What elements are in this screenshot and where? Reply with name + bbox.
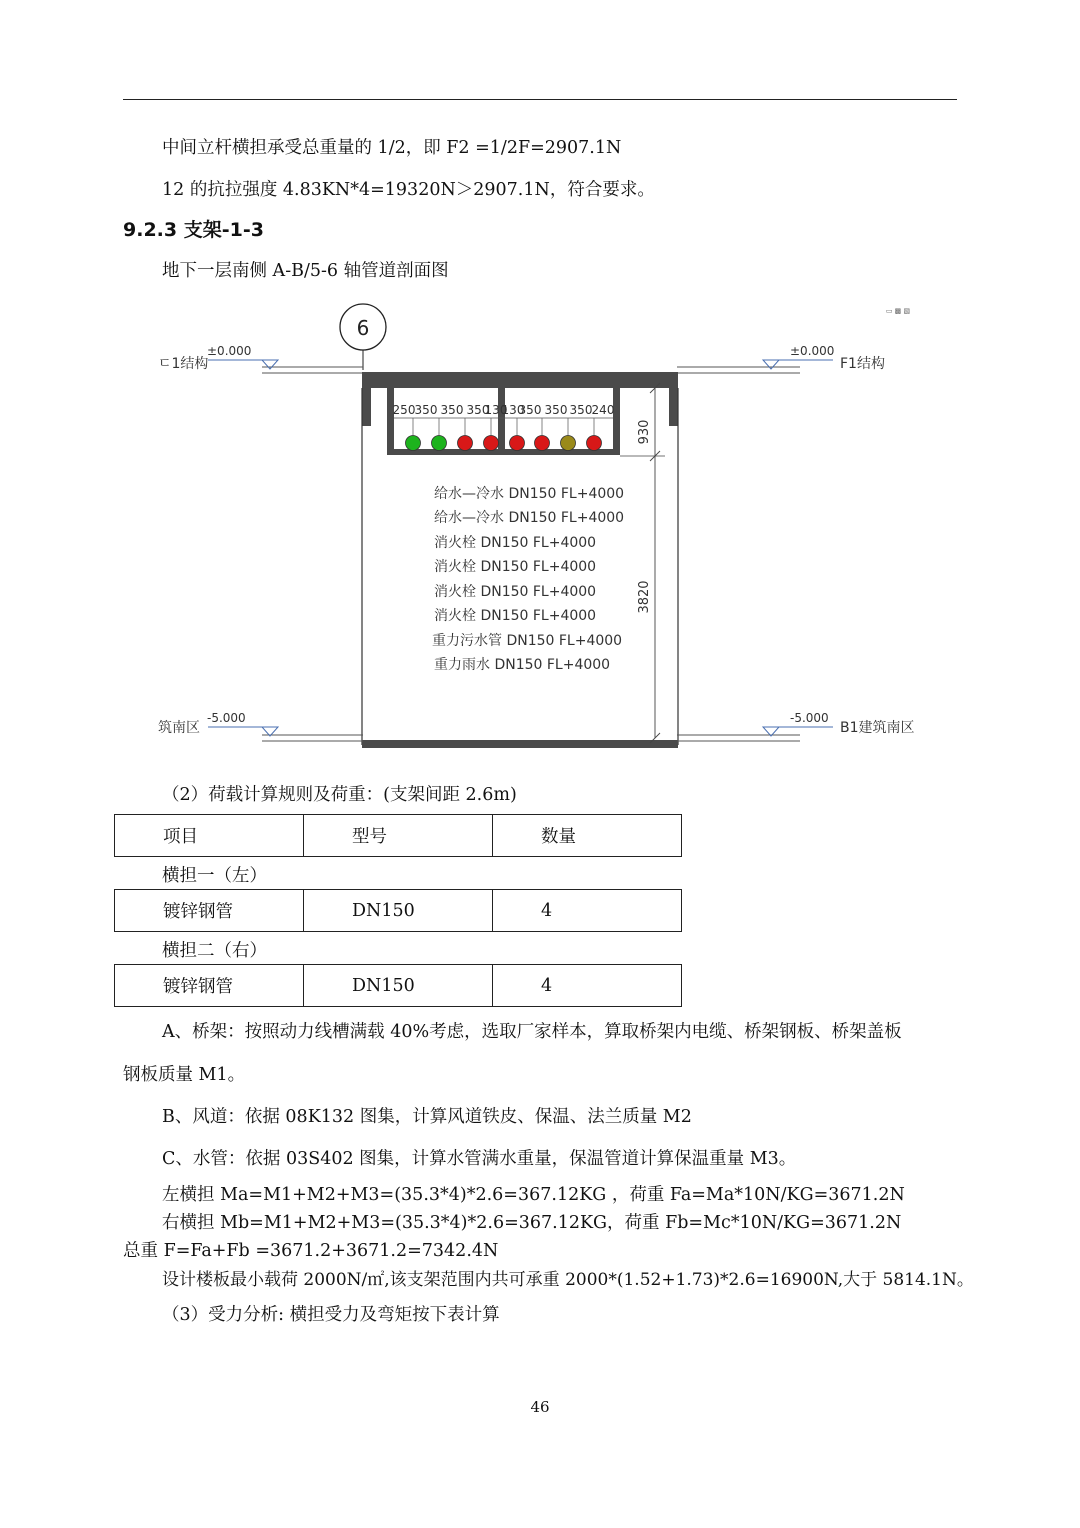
stress-analysis: （3）受力分析: 横担受力及弯矩按下表计算: [162, 1305, 500, 1325]
pipe-label: 重力污水管 DN150 FL+4000: [432, 633, 623, 649]
header-rule: [123, 99, 957, 100]
load-intro: （2）荷载计算规则及荷重：(支架间距 2.6m): [162, 785, 517, 805]
spacing-dim: 350: [466, 403, 490, 417]
formula-left: 左横担 Ma=M1+M2+M3=(35.3*4)*2.6=367.12KG ，荷重 Fa=Ma*10N/KG=3671.2N: [162, 1185, 905, 1205]
tunnel-bottom-slab: [362, 740, 678, 748]
pipe-circle: [406, 436, 421, 451]
spacing-dimensions: [393, 403, 615, 417]
spacing-dim: 350: [414, 403, 438, 417]
formula-total: 总重 F=Fa+Fb =3671.2+3671.2=7342.4N: [123, 1241, 499, 1261]
design-load: 设计楼板最小载荷 2000N/㎡,该支架范围内共可承重 2000*(1.52+1.73)*2.6=16900N,大于 5814.1N。: [162, 1270, 974, 1290]
spacing-dim: 350: [544, 403, 568, 417]
table-header-row: [115, 815, 682, 857]
spacing-dim: 130: [484, 403, 508, 417]
left-top-level-marker: [262, 360, 278, 369]
tunnel-right-wall-stub: [669, 372, 678, 426]
pipe-circle: [535, 436, 550, 451]
pipe-label: 重力雨水 DN150 FL+4000: [434, 657, 611, 673]
formula-right: 右横担 Mb=M1+M2+M3=(35.3*4)*2.6=367.12KG，荷重 Fb=Mc*10N/KG=3671.2N: [162, 1213, 902, 1233]
load-table-group2: [114, 964, 682, 1007]
table-cell: 镀锌钢管: [115, 890, 304, 932]
spacing-dim: 250: [392, 403, 416, 417]
right-bottom-elev: -5.000: [790, 711, 829, 725]
support-frame-beam: [387, 449, 620, 455]
right-bottom-label: B1建筑南区: [840, 720, 915, 736]
pipe-section-drawing: [150, 295, 930, 760]
pipe-label: 给水—冷水 DN150 FL+4000: [434, 510, 625, 526]
group-label-left: 横担一（左）: [162, 866, 267, 886]
right-top-level-marker: [763, 360, 779, 369]
pipe-label: 消火栓 DN150 FL+4000: [434, 535, 597, 551]
pipe-circle: [561, 436, 576, 451]
axis-marker-label: 6: [356, 316, 370, 340]
figure-caption: 地下一层南侧 A-B/5-6 轴管道剖面图: [162, 261, 449, 281]
spacing-dim: 130: [501, 403, 525, 417]
text-c: C、水管：依据 03S402 图集，计算水管满水重量，保温管道计算保温重量 M3。: [162, 1149, 797, 1169]
dim-3820: 3820: [637, 580, 652, 614]
support-frame-left-post: [387, 388, 394, 454]
paragraph-f2: 中间立杆横担承受总重量的 1/2，即 F2 =1/2F=2907.1N: [162, 138, 622, 158]
text-a-line1: A、桥架：按照动力线槽满载 40%考虑，选取厂家样本，算取桥架内电缆、桥架钢板、桥架盖板: [162, 1022, 902, 1042]
pipe-circle: [510, 436, 525, 451]
table-row: [115, 890, 682, 932]
pipe-circle: [587, 436, 602, 451]
tunnel-top-slab: [362, 372, 678, 388]
section-heading: 9.2.3 支架-1-3: [123, 219, 264, 241]
paragraph-tensile: 12 的抗拉强度 4.83KN*4=19320N＞2907.1N，符合要求。: [162, 180, 655, 200]
group-label-right: 横担二（右）: [162, 941, 267, 961]
left-top-label: ㄷ1结构: [158, 356, 209, 372]
table-cell: 4: [493, 965, 682, 1007]
spacing-dim: 240: [591, 403, 615, 417]
support-frame-mid-post: [498, 388, 505, 454]
table-cell: DN150: [304, 890, 493, 932]
pipe-label: 给水—冷水 DN150 FL+4000: [434, 486, 625, 502]
right-top-elev: ±0.000: [790, 344, 835, 358]
pipe-label: 消火栓 DN150 FL+4000: [434, 584, 597, 600]
table-header-cell: 项目: [115, 815, 304, 857]
spacing-dim: 350: [569, 403, 593, 417]
table-header-cell: 数量: [493, 815, 682, 857]
corner-mark: ▭ ▩ ▧: [885, 307, 911, 315]
pipe-circle: [432, 436, 447, 451]
pipe-label: 消火栓 DN150 FL+4000: [434, 608, 597, 624]
spacing-dim: 350: [518, 403, 542, 417]
load-table-header: [114, 814, 682, 857]
text-b: B、风道：依据 08K132 图集，计算风道铁皮、保温、法兰质量 M2: [162, 1107, 692, 1127]
table-cell: 镀锌钢管: [115, 965, 304, 1007]
pipe-label: 消火栓 DN150 FL+4000: [434, 559, 597, 575]
table-cell: 4: [493, 890, 682, 932]
text-a-line2: 钢板质量 M1。: [123, 1065, 246, 1085]
pipe-circle: [484, 436, 499, 451]
dim-930: 930: [637, 419, 652, 445]
tunnel-left-wall-stub: [362, 372, 371, 426]
left-bottom-elev: -5.000: [207, 711, 246, 725]
table-row: [115, 965, 682, 1007]
spacing-dim: 350: [440, 403, 464, 417]
support-frame-right-post: [613, 388, 620, 454]
pipe-circle: [458, 436, 473, 451]
table-cell: DN150: [304, 965, 493, 1007]
right-top-label: F1结构: [840, 356, 885, 372]
left-bottom-label: 筑南区: [158, 720, 200, 736]
load-table-group1: [114, 889, 682, 932]
table-header-cell: 型号: [304, 815, 493, 857]
pipe-labels: [432, 485, 624, 673]
page-number: 46: [530, 1398, 550, 1416]
left-top-elev: ±0.000: [207, 344, 252, 358]
